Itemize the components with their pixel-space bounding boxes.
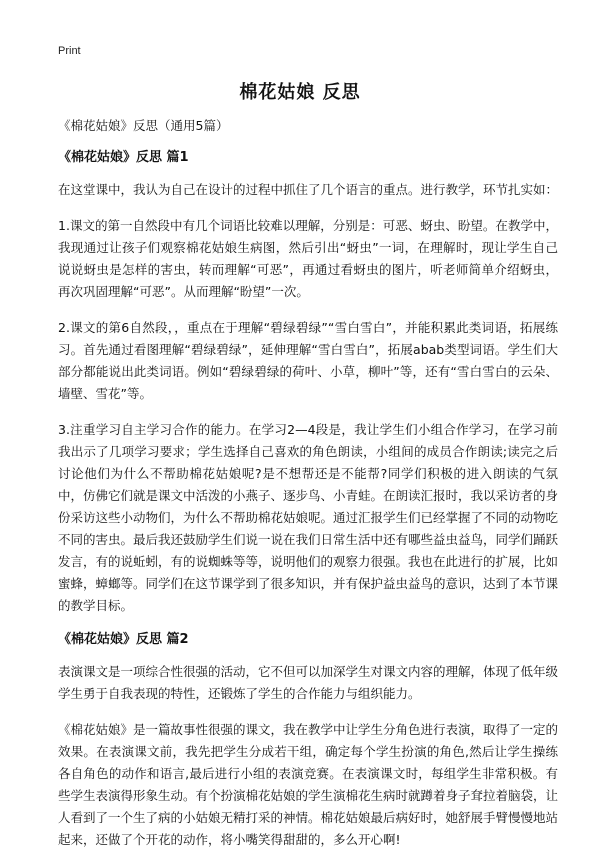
print-label: Print: [58, 45, 81, 57]
paragraph: 在这堂课中，我认为自己在设计的过程中抓住了几个语言的重点。进行教学，环节扎实如：: [58, 182, 559, 197]
document-body: [58, 117, 558, 865]
paragraph: 表演课文是一项综合性很强的活动，它不但可以加深学生对课文内容的理解，体现了低年级学生勇于自我表现的特性，还锻炼了学生的合作能力与组织能力。: [58, 664, 559, 701]
section-heading: 《棉花姑娘》反思 篇1: [58, 150, 189, 165]
paragraph: 1.课文的第一自然段中有几个词语比较难以理解，分别是：可恶、蚜虫、盼望。在教学中，我现通过让孩子们观察棉花姑娘生病图，然后引出“蚜虫”一词，在理解时，现让学生自己说说蚜虫是怎样的害虫，转而理解“可恶”，再通过看蚜虫的图片，听老师简单介绍蚜虫，再次巩固理解“可恶”。从而理解“盼望”一次。: [58, 218, 558, 299]
page-title: 棉花姑娘 反思: [239, 82, 361, 103]
paragraph: 《棉花姑娘》是一篇故事性很强的课文，我在教学中让学生分角色进行表演，取得了一定的效果。在表演课文前，我先把学生分成若干组，确定每个学生扮演的角色,然后让学生操练各自角色的动作和语言,最后进行小组的表演竞赛。在表演课文时，每组学生非常积极。有些学生表演得形象生动。有个扮演棉花姑娘的学生演棉花生病时就蹲着身子耷拉着脑袋，让人看到了一个生了病的小姑娘无精打采的神情。棉花姑娘最后病好时，她舒展手臂慢慢地站起来，还做了个开花的动作，将小嘴笑得甜甜的，多么开心啊!: [58, 722, 559, 847]
paragraph: 3.注重学习自主学习合作的能力。在学习2—4段是，我让学生们小组合作学习，在学习前我出示了几项学习要求；学生选择自己喜欢的角色朗读，小组间的成员合作朗读;读完之后讨论他们为什么不帮助棉花姑娘呢?是不想帮还是不能帮?同学们积极的进入朗读的气氛中，仿佛它们就是课文中活泼的小燕子、逐步鸟、小青蛙。在朗读汇报时，我以采访者的身份采访这些小动物们，为什么不帮助棉花姑娘呢。通过汇报学生们已经掌握了不同的动物吃不同的害虫。最后我还鼓励学生们说一说在我们日常生活中还有哪些益虫益鸟，同学们踊跃发言，有的说蚯蚓，有的说蜘蛛等等，说明他们的观察力很强。我也在此进行的扩展，比如蜜蜂，蟑螂等。同学们在这节课学到了很多知识，并有保护益虫益鸟的意识，达到了本节课的教学目标。: [58, 422, 559, 613]
section-heading: 《棉花姑娘》反思 篇2: [58, 632, 189, 647]
paragraph: 2.课文的第6自然段，，重点在于理解“碧绿碧绿”“雪白雪白”，并能积累此类词语，拓展练习。首先通过看图理解“碧绿碧绿”，延伸理解“雪白雪白”，拓展abab类型词语。学生们大部分都能说出此类词语。例如“碧绿碧绿的荷叶、小草，柳叶”等，还有“雪白雪白的云朵、墙壁、雪花”等。: [58, 320, 558, 401]
section-1: [58, 149, 558, 617]
section-2: [58, 631, 558, 851]
document-subtitle: 《棉花姑娘》反思（通用5篇）: [58, 118, 229, 133]
